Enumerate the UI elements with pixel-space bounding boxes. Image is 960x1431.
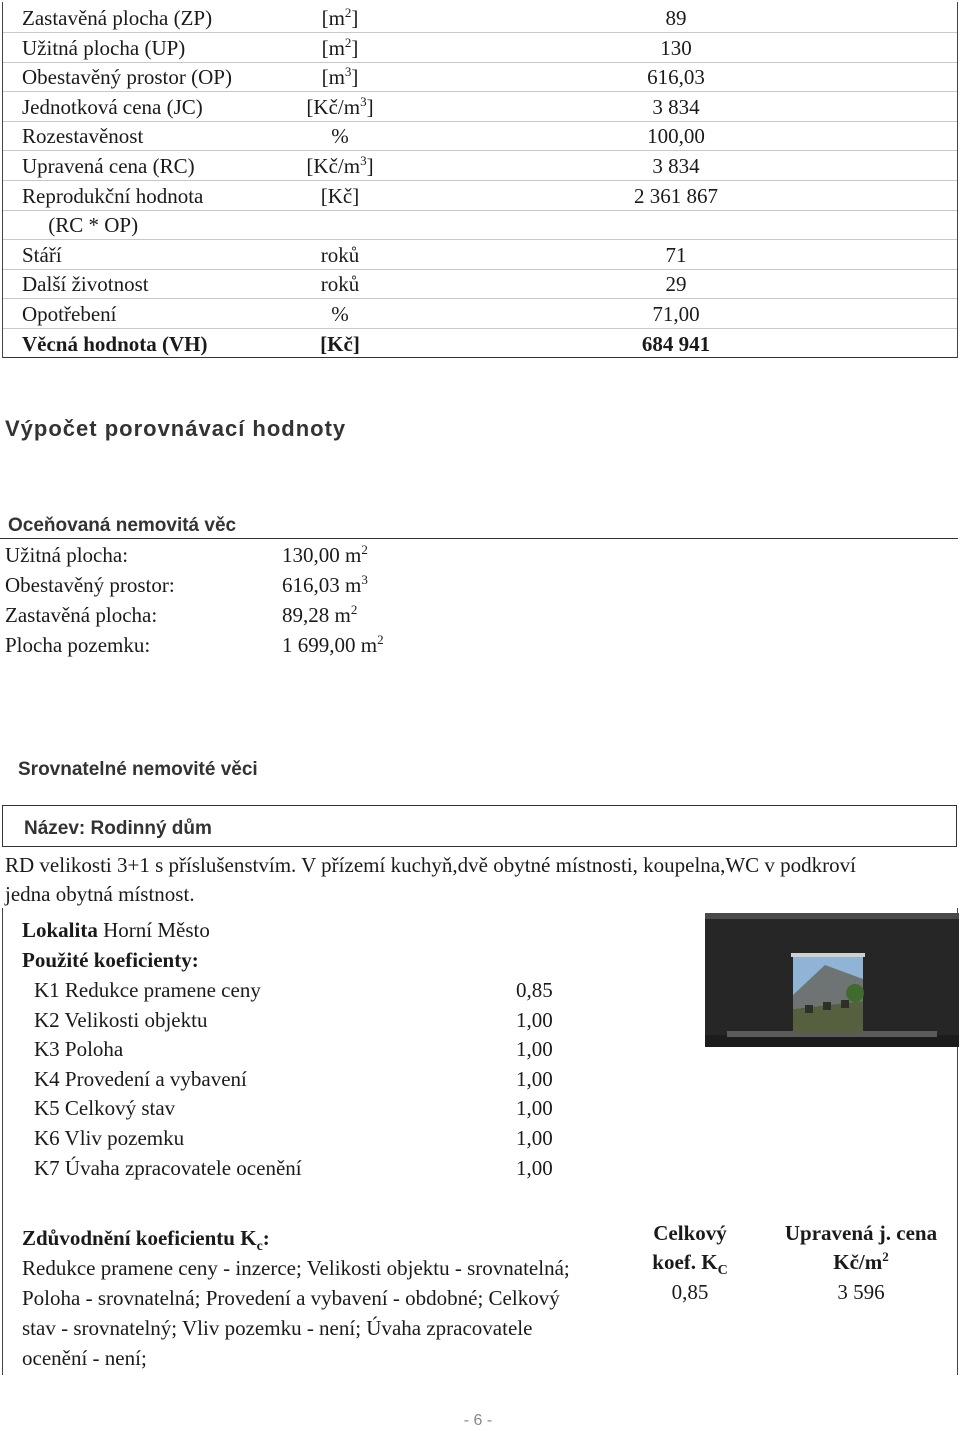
page-number: - 6 - (463, 1412, 493, 1429)
row-unit: % (331, 302, 349, 326)
coefficient-label: K7 Úvaha zpracovatele ocenění (34, 1155, 302, 1180)
property-attribute-value: 130,00 $m^2$ (282, 542, 368, 567)
row-label: Upravená cena (RC) (22, 154, 195, 178)
table-row (0, 3, 960, 33)
row-value: 71 (665, 242, 687, 267)
location-label: Lokalita (22, 918, 98, 942)
table-row (0, 62, 960, 92)
table-row (0, 33, 960, 63)
property-attribute-value: 1 699,00 $m^2$ (282, 632, 384, 657)
row-label: (RC * OP) (22, 213, 139, 238)
location-value: Horní Město (103, 918, 210, 942)
coefficient-value: 1,00 (516, 1037, 553, 1062)
comparable-name: Název: Rodinný dům (24, 818, 212, 839)
total-coef-header-2: koef. $K_C$ (652, 1250, 728, 1278)
comparable-description-line-1: RD velikosti 3+1 s příslušenstvím. V přízemí kuchyň,dvě obytné místnosti, koupelna,WC v podkroví (5, 853, 857, 877)
row-value: 100,00 (647, 124, 705, 149)
table-row (0, 299, 960, 329)
valued-property-heading: Oceňovaná nemovitá věc (8, 515, 237, 536)
property-attribute-value: 616,03 $m^3$ (282, 572, 368, 597)
row-value: 89 (665, 6, 687, 30)
row-unit: $[Kč/m^3]$ (306, 93, 374, 119)
table-row (0, 269, 960, 299)
coefficient-label: K1 Redukce pramene ceny (34, 978, 261, 1002)
comparable-name-box (2, 805, 957, 847)
comparable-description-line-2: jedna obytná místnost. (5, 882, 195, 906)
table-row (0, 329, 960, 359)
coefficient-value: 1,00 (516, 1066, 553, 1091)
row-label: Jednotková cena (JC) (22, 94, 203, 119)
property-attribute-label: Obestavěný prostor: (5, 573, 175, 597)
row-label: Další životnost (22, 272, 149, 297)
valued-property-underline (0, 538, 958, 539)
row-value: 684 941 (641, 331, 711, 356)
justification-line: ocenění - není; (22, 1346, 147, 1370)
property-attribute-label: Užitná plocha: (5, 543, 129, 567)
coefficient-label: K3 Poloha (34, 1037, 124, 1062)
table-right-border (957, 2, 958, 358)
property-attribute-label: Plocha pozemku: (5, 633, 151, 657)
coefficient-value: 0,85 (516, 978, 553, 1002)
coefficient-label: K2 Velikosti objektu (34, 1007, 208, 1032)
total-coef-header-1: Celkový (653, 1221, 727, 1245)
table-row (0, 240, 960, 270)
justification-line: Poloha - srovnatelná; Provedení a vybavení - obdobné; Celkový (22, 1286, 560, 1310)
coefficient-value: 1,00 (516, 1007, 553, 1032)
coefficient-label: K4 Provedení a vybavení (34, 1066, 247, 1091)
table-row (0, 210, 960, 240)
table-bottom-border (2, 357, 958, 358)
row-value: 616,03 (647, 65, 705, 90)
row-label: Užitná plocha (UP) (22, 35, 186, 60)
row-unit: roků (320, 272, 360, 297)
row-value: 3 834 (652, 154, 700, 178)
coefficient-label: K5 Celkový stav (34, 1096, 176, 1121)
row-unit: $[Kč/m^3]$ (306, 153, 374, 178)
row-unit: % (331, 124, 349, 149)
adjusted-price-header-2: $Kč/m^2$ (833, 1249, 889, 1274)
row-unit: [Kč] (320, 331, 360, 356)
section-title: Výpočet porovnávací hodnoty (5, 416, 347, 441)
row-unit: $[m^2]$ (321, 34, 359, 60)
row-label: Věcná hodnota (VH) (22, 331, 208, 356)
row-value: 130 (660, 35, 692, 60)
table-row (0, 121, 960, 151)
table-row (0, 92, 960, 122)
row-label: Rozestavěnost (22, 124, 144, 149)
coefficient-value: 1,00 (516, 1096, 553, 1121)
location (22, 918, 210, 943)
row-unit: $[m^3]$ (321, 64, 359, 90)
row-label: Opotřebení (22, 302, 117, 326)
property-attribute-value: 89,28 $m^2$ (282, 602, 358, 627)
house-photo-illustration (705, 913, 959, 1047)
row-label: Zastavěná plocha (ZP) (22, 6, 213, 30)
table-row (0, 151, 960, 181)
row-value: 3 834 (652, 94, 700, 119)
coefficient-row (0, 1123, 960, 1153)
property-photo (705, 913, 959, 1047)
row-label: Reprodukční hodnota (22, 183, 204, 208)
justification-label: Zdůvodnění koeficientu $K_c$: (22, 1226, 270, 1254)
row-value: 2 361 867 (634, 183, 718, 208)
row-label: Stáří (22, 242, 62, 267)
table-row (0, 181, 960, 211)
table-left-border (2, 2, 3, 358)
property-attribute-label: Zastavěná plocha: (5, 603, 158, 627)
justification-line: Redukce pramene ceny - inzerce; Velikosti objektu - srovnatelná; (22, 1256, 570, 1280)
justification-line: stav - srovnatelný; Vliv pozemku - není; Úvaha zpracovatele (22, 1316, 533, 1340)
row-unit: roků (320, 242, 360, 267)
row-value: 71,00 (652, 302, 700, 326)
row-label: Obestavěný prostor (OP) (22, 65, 232, 90)
coefficient-row (0, 1153, 960, 1183)
coefficient-row (0, 1093, 960, 1123)
coefficient-value: 1,00 (516, 1155, 553, 1180)
row-unit: $[m^2]$ (321, 5, 359, 30)
comparable-heading: Srovnatelné nemovité věci (18, 759, 258, 780)
adjusted-price-value: 3 596 (837, 1280, 885, 1304)
adjusted-price-header-1: Upravená j. cena (784, 1221, 938, 1245)
coefficients-heading: Použité koeficienty: (22, 948, 199, 972)
row-value: 29 (665, 272, 687, 297)
coefficient-value: 1,00 (516, 1126, 553, 1150)
coefficient-label: K6 Vliv pozemku (34, 1126, 185, 1150)
coefficient-row (0, 1064, 960, 1094)
row-unit: [Kč] (320, 183, 360, 208)
total-coef-value: 0,85 (671, 1280, 709, 1304)
